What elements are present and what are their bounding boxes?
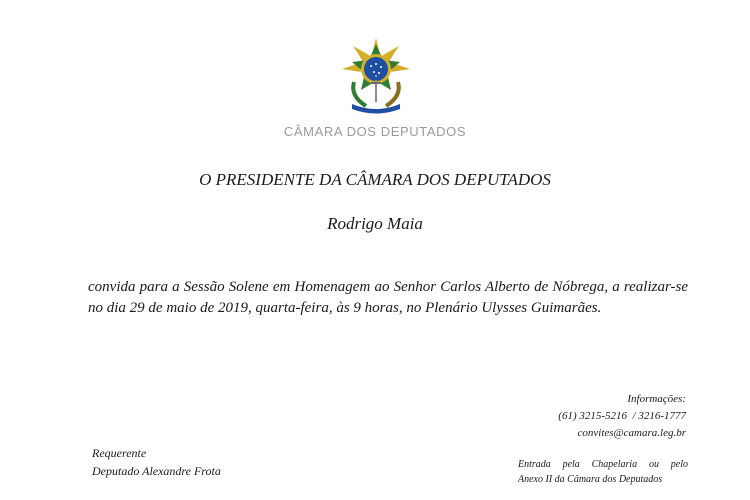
requester-name: Deputado Alexandre Frota: [92, 464, 221, 478]
president-name: Rodrigo Maia: [327, 214, 423, 233]
brazil-coat-of-arms-icon: [336, 36, 416, 118]
contact-email: convites@camara.leg.br: [577, 427, 686, 439]
phone-numbers: (61) 3215-5216 / 3216-1777: [558, 410, 686, 422]
invitation-headline: O PRESIDENTE DA CÂMARA DOS DEPUTADOS: [199, 170, 551, 189]
invitation-body: convida para a Sessão Solene em Homenagem ao Senhor Carlos Alberto de Nóbrega, a realizar-se no dia 29 de maio de 2019, quarta-feira, às 9 horas, no Plenário Ulysses Guimarães.: [88, 279, 688, 316]
requester-label: Requerente: [92, 446, 147, 460]
requester-block: [92, 444, 221, 480]
entrance-line-1: Entrada pela Chapelaria ou pelo: [518, 459, 688, 470]
entrance-line-2: Anexo II da Câmara dos Deputados: [518, 474, 663, 485]
entrance-note: [518, 457, 688, 487]
institution-name: CÂMARA DOS DEPUTADOS: [283, 124, 467, 139]
contact-info: [558, 391, 686, 442]
info-label: Informações:: [627, 393, 686, 405]
